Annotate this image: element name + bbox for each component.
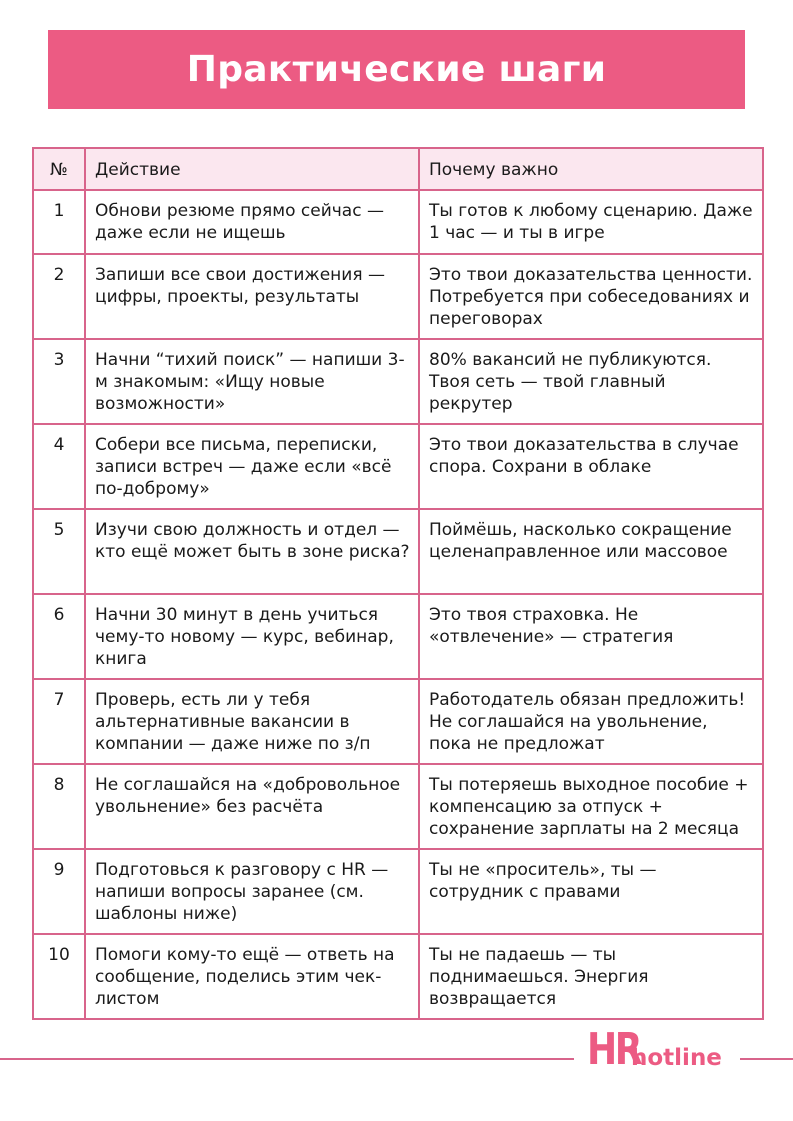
row-action: Подготовься к разговору с HR — напиши вопросы заранее (см. шаблоны ниже) bbox=[85, 849, 419, 934]
row-number: 10 bbox=[33, 934, 85, 1019]
row-number: 1 bbox=[33, 190, 85, 254]
row-action: Собери все письма, переписки, записи встреч — даже если «всё по-доброму» bbox=[85, 424, 419, 509]
table-row bbox=[33, 190, 763, 254]
row-action: Запиши все свои достижения — цифры, проекты, результаты bbox=[85, 254, 419, 339]
header-why: Почему важно bbox=[419, 148, 763, 190]
row-action: Не соглашайся на «добровольное увольнение» без расчёта bbox=[85, 764, 419, 849]
row-why: 80% вакансий не публикуются. Твоя сеть — твой главный рекрутер bbox=[419, 339, 763, 424]
logo-hotline-text: hotline bbox=[631, 1045, 722, 1071]
page-title: Практические шаги bbox=[186, 49, 607, 90]
row-why: Ты потеряешь выходное пособие + компенсацию за отпуск + сохранение зарплаты на 2 месяца bbox=[419, 764, 763, 849]
row-why: Ты не «проситель», ты — сотрудник с правами bbox=[419, 849, 763, 934]
row-action: Начни “тихий поиск” — напиши 3-м знакомым: «Ищу новые возможности» bbox=[85, 339, 419, 424]
header-action: Действие bbox=[85, 148, 419, 190]
row-why: Поймёшь, насколько сокращение целенаправленное или массовое bbox=[419, 509, 763, 594]
table-row bbox=[33, 509, 763, 594]
table-row bbox=[33, 934, 763, 1019]
table-row bbox=[33, 764, 763, 849]
row-number: 4 bbox=[33, 424, 85, 509]
header-number: № bbox=[33, 148, 85, 190]
table-row bbox=[33, 339, 763, 424]
row-number: 8 bbox=[33, 764, 85, 849]
row-number: 2 bbox=[33, 254, 85, 339]
row-action: Начни 30 минут в день учиться чему-то новому — курс, вебинар, книга bbox=[85, 594, 419, 679]
table-row bbox=[33, 679, 763, 764]
row-action: Проверь, есть ли у тебя альтернативные вакансии в компании — даже ниже по з/п bbox=[85, 679, 419, 764]
table-row bbox=[33, 424, 763, 509]
row-why: Ты готов к любому сценарию. Даже 1 час — и ты в игре bbox=[419, 190, 763, 254]
row-action: Обнови резюме прямо сейчас — даже если не ищешь bbox=[85, 190, 419, 254]
title-banner bbox=[48, 30, 745, 109]
row-action: Помоги кому-то ещё — ответь на сообщение, поделись этим чек-листом bbox=[85, 934, 419, 1019]
footer-divider-right bbox=[740, 1058, 793, 1060]
table-row bbox=[33, 254, 763, 339]
steps-table bbox=[32, 147, 764, 1020]
hr-hotline-logo bbox=[587, 1024, 722, 1075]
row-why: Это твоя страховка. Не «отвлечение» — стратегия bbox=[419, 594, 763, 679]
row-number: 3 bbox=[33, 339, 85, 424]
row-number: 7 bbox=[33, 679, 85, 764]
row-action: Изучи свою должность и отдел — кто ещё может быть в зоне риска? bbox=[85, 509, 419, 594]
logo-hr-text: HR bbox=[587, 1024, 641, 1075]
row-number: 6 bbox=[33, 594, 85, 679]
table-row bbox=[33, 849, 763, 934]
row-number: 9 bbox=[33, 849, 85, 934]
row-why: Ты не падаешь — ты поднимаешься. Энергия возвращается bbox=[419, 934, 763, 1019]
row-why: Работодатель обязан предложить! Не соглашайся на увольнение, пока не предложат bbox=[419, 679, 763, 764]
row-why: Это твои доказательства ценности. Потребуется при собеседованиях и переговорах bbox=[419, 254, 763, 339]
table-header-row bbox=[33, 148, 763, 190]
footer-divider-left bbox=[0, 1058, 574, 1060]
table-row bbox=[33, 594, 763, 679]
row-why: Это твои доказательства в случае спора. Сохрани в облаке bbox=[419, 424, 763, 509]
row-number: 5 bbox=[33, 509, 85, 594]
